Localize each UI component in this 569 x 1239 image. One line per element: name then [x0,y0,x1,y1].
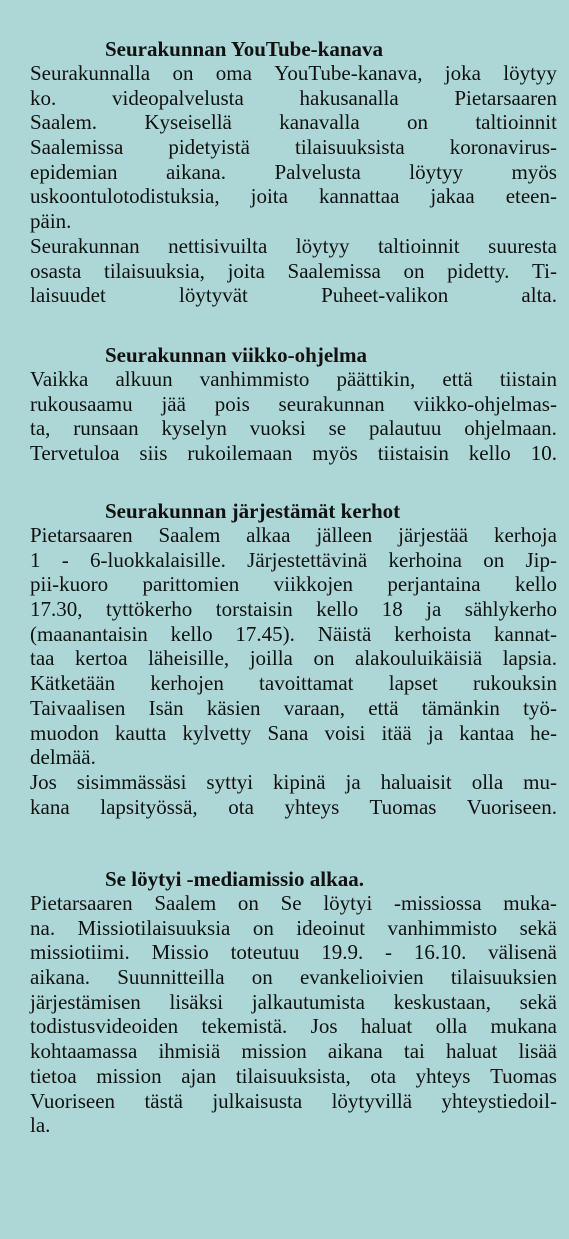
text-line: aikana. Suunnitteilla on evankelioivien tilaisuuksien [30,965,557,990]
text-line: Pietarsaaren Saalem on Se löytyi -missiossa muka- [30,891,557,915]
text-line: na. Missiotilaisuuksia on ideoinut vanhimmisto sekä [30,915,557,940]
text-line: laisuudet löytyvät Puheet-valikon alta. [30,283,557,308]
text-line: Vaikka alkuun vanhimmisto päättikin, että tiistain [30,367,557,391]
text-line: Kätketään kerhojen tavoittamat lapset rukouksin [30,671,557,696]
section-body [30,61,557,308]
text-line: Jos sisimmässäsi syttyi kipinä ja haluaisit olla mu- [30,769,557,794]
text-line: Pietarsaaren Saalem alkaa jälleen järjestää kerhoja [30,523,557,547]
text-line: rukousaamu jää pois seurakunnan viikko-ohjelmas- [30,391,557,416]
text-line: la. [30,1113,51,1138]
section-weekly-program [30,343,557,466]
text-line: Vuoriseen tästä julkaisusta löytyvillä yhteystiedoil- [30,1088,557,1113]
text-line: Seurakunnan nettisivuilta löytyy taltioinnit suuresta [30,233,557,258]
text-line: järjestämisen lisäksi jalkautumista keskustaan, sekä [30,989,557,1014]
text-line: 1 - 6-luokkalaisille. Järjestettävinä kerhoina on Jip- [30,547,557,572]
text-line: 17.30, tyttökerho torstaisin kello 18 ja sählykerho [30,597,557,622]
section-body [30,523,557,819]
section-heading: Seurakunnan viikko-ohjelma [105,343,367,367]
section-heading: Seurakunnan järjestämät kerhot [105,499,401,523]
text-line: taa kertoa läheisille, joilla on alakouluikäisiä lapsia. [30,646,557,671]
text-line: missiotiimi. Missio toteutuu 19.9. - 16.10. välisenä [30,940,557,965]
text-line: muodon kautta kylvetty Sana voisi itää ja kantaa he- [30,720,557,745]
text-line: Tervetuloa siis rukoilemaan myös tiistaisin kello 10. [30,441,557,466]
section-heading: Se löytyi -mediamissio alkaa. [105,867,365,891]
section-body [30,891,557,1138]
text-line: Seurakunnalla on oma YouTube-kanava, joka löytyy [30,61,557,85]
text-line: uskoontulotodistuksia, joita kannattaa jakaa eteen- [30,184,557,209]
text-line: epidemian aikana. Palvelusta löytyy myös [30,159,557,184]
section-media-mission [30,867,557,1138]
text-line: Taivaalisen Isän käsien varaan, että tämänkin työ- [30,695,557,720]
text-line: Saalem. Kyseisellä kanavalla on taltioinnit [30,110,557,135]
section-youtube-channel [30,37,557,308]
text-line: todistusvideoiden tekemistä. Jos haluat olla mukana [30,1014,557,1039]
text-line: (maanantaisin kello 17.45). Näistä kerhoista kannat- [30,621,557,646]
section-heading: Seurakunnan YouTube-kanava [105,37,383,61]
text-line: pii-kuoro parittomien viikkojen perjantaina kello [30,572,557,597]
text-line: ko. videopalvelusta hakusanalla Pietarsaaren [30,85,557,110]
section-body [30,367,557,466]
text-line: päin. [30,209,72,234]
text-line: osasta tilaisuuksia, joita Saalemissa on pidetty. Ti- [30,258,557,283]
text-line: kohtaamassa ihmisiä mission aikana tai haluat lisää [30,1039,557,1064]
text-line: Saalemissa pidetyistä tilaisuuksista koronavirus- [30,135,557,160]
text-line: ta, runsaan kyselyn vuoksi se palautuu ohjelmaan. [30,416,557,441]
text-line: delmää. [30,745,96,770]
text-line: tietoa mission ajan tilaisuuksista, ota yhteys Tuomas [30,1063,557,1088]
text-line: kana lapsityössä, ota yhteys Tuomas Vuoriseen. [30,794,557,819]
section-clubs [30,499,557,819]
